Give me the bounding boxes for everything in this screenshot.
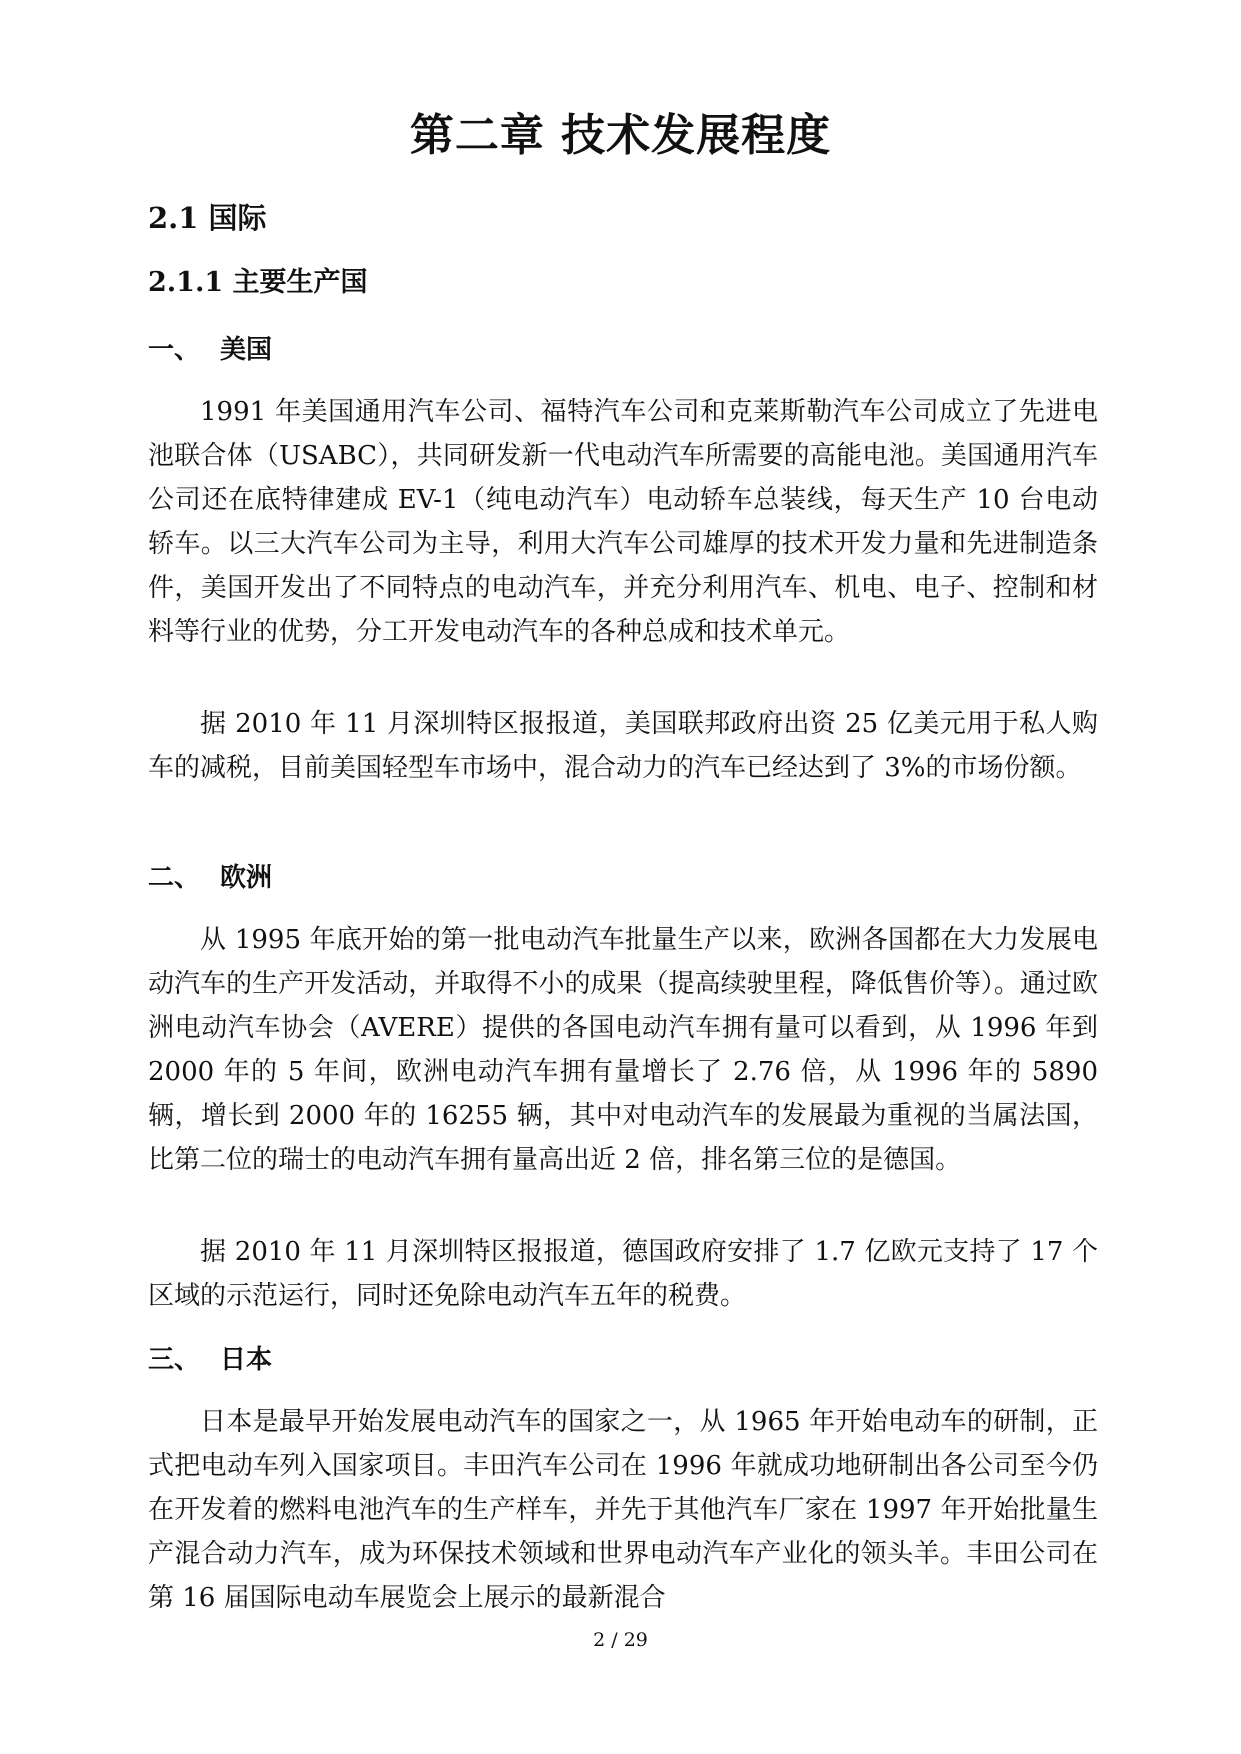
subsection-number: 二、	[148, 863, 201, 893]
subsection-title: 日本	[220, 1345, 273, 1375]
subsection-heading-japan	[148, 1342, 272, 1378]
subsection-number: 一、	[148, 335, 201, 365]
paragraph-europe-1: 从 1995 年底开始的第一批电动汽车批量生产以来，欧洲各国都在大力发展电动汽车的生产开发活动，并取得不小的成果（提高续驶里程，降低售价等）。通过欧洲电动汽车协会（AVERE）提供的各国电动汽车拥有量可以看到，从 1996 年到 2000 年的 5 年间，欧洲电动汽车拥有量增长了 2.76 倍，从 1996 年的 5890 辆，增长到 2000 年的 16255 辆，其中对电动汽车的发展最为重视的当属法国，比第二位的瑞士的电动汽车拥有量高出近 2 倍，排名第三位的是德国。	[148, 925, 1098, 1175]
subsection-heading-usa	[148, 332, 272, 368]
paragraph-europe-2: 据 2010 年 11 月深圳特区报报道，德国政府安排了 1.7 亿欧元支持了 17 个区域的示范运行，同时还免除电动汽车五年的税费。	[148, 1237, 1098, 1311]
chapter-title: 第二章 技术发展程度	[409, 110, 832, 161]
subsection-number: 三、	[148, 1345, 201, 1375]
paragraph-usa-2: 据 2010 年 11 月深圳特区报报道，美国联邦政府出资 25 亿美元用于私人购车的减税，目前美国轻型车市场中，混合动力的汽车已经达到了 3%的市场份额。	[148, 709, 1098, 783]
section-heading-2-1: 2.1 国际	[148, 201, 267, 235]
section-heading-2-1-1: 2.1.1 主要生产国	[148, 267, 368, 298]
subsection-title: 欧洲	[220, 863, 273, 893]
paragraph-usa-1: 1991 年美国通用汽车公司、福特汽车公司和克莱斯勒汽车公司成立了先进电池联合体（USABC），共同研发新一代电动汽车所需要的高能电池。美国通用汽车公司还在底特律建成 EV-1（纯电动汽车）电动轿车总装线，每天生产 10 台电动轿车。以三大汽车公司为主导，利用大汽车公司雄厚的技术开发力量和先进制造条件，美国开发出了不同特点的电动汽车，并充分利用汽车、机电、电子、控制和材料等行业的优势，分工开发电动汽车的各种总成和技术单元。	[148, 397, 1098, 647]
subsection-heading-europe	[148, 860, 272, 896]
page-number: 2 / 29	[593, 1629, 648, 1651]
subsection-title: 美国	[220, 335, 273, 365]
paragraph-japan-1: 日本是最早开始发展电动汽车的国家之一，从 1965 年开始电动车的研制，正式把电动车列入国家项目。丰田汽车公司在 1996 年就成功地研制出各公司至今仍在开发着的燃料电池汽车的生产样车，并先于其他汽车厂家在 1997 年开始批量生产混合动力汽车，成为环保技术领域和世界电动汽车产业化的领头羊。丰田公司在第 16 届国际电动车展览会上展示的最新混合	[148, 1407, 1098, 1613]
